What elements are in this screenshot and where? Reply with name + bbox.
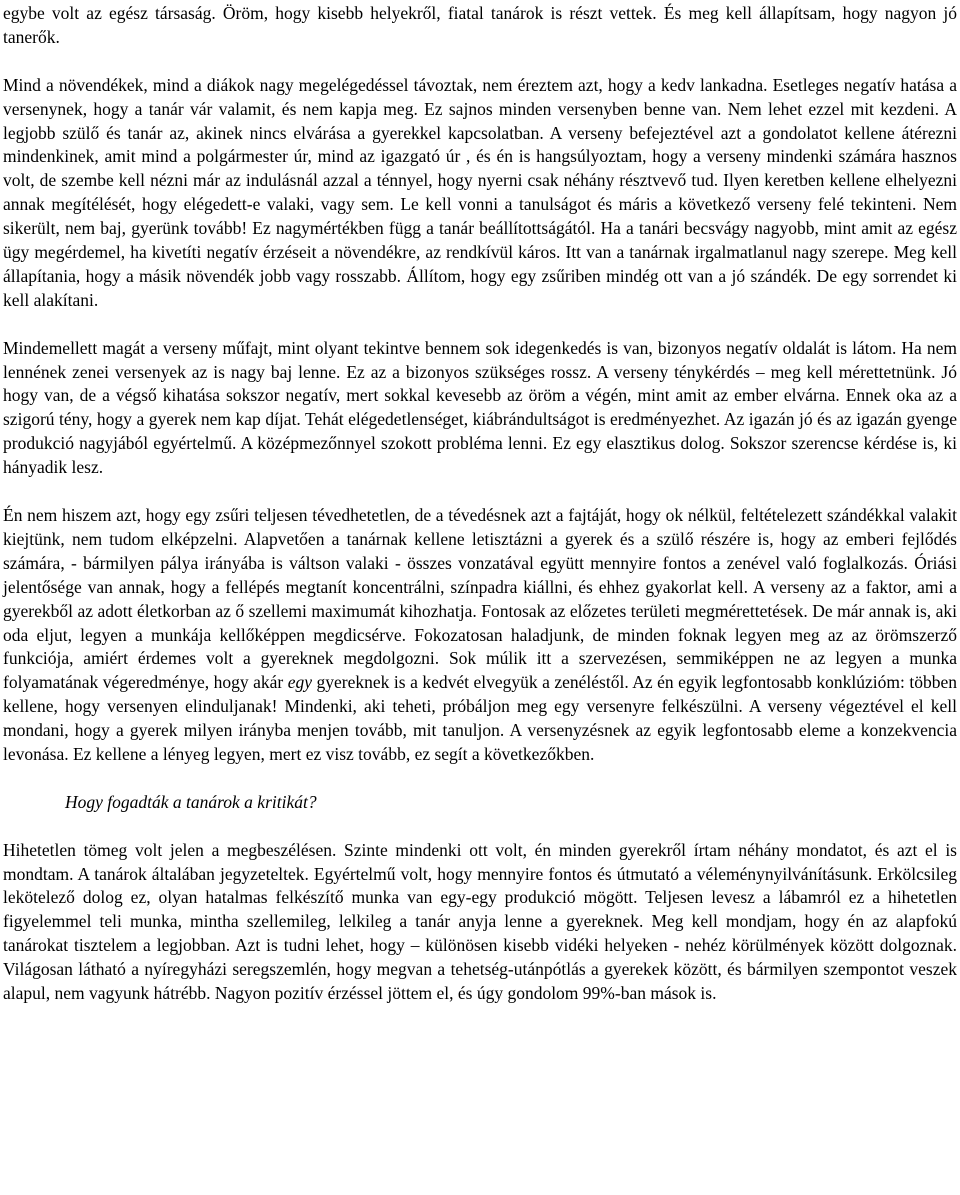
paragraph-teachers-reception: Hihetetlen tömeg volt jelen a megbeszélésen. Szinte mindenki ott volt, én minden gyerekről írtam néhány mondatot, és azt el is mondtam. A tanárok általában jegyzeteltek. Egyértelmű volt, hogy mennyire fontos és útmutató a véleménynyilvánításunk. Erkölcsileg lekötelező dolog ez, olyan hatalmas felkészítő munka van egy-egy produkció mögött. Teljesen levesz a lábamról ez a hihetetlen figyelemmel teli munka, mintha szellemileg, lelkileg a tanár anyja lenne a gyereknek. Meg kell mondjam, hogy én az alapfokú tanárokat tisztelem a legjobban. Azt is tudni lehet, hogy – különösen kisebb vidéki helyeken - nehéz körülmények között dolgoznak. Világosan látható a nyíregyházi seregszemlén, hogy megvan a tehetség-utánpótlás a gyerekek között, és bármilyen szempontot veszek alapul, nem vagyunk hátrébb. Nagyon pozitív érzéssel jöttem el, és úgy gondolom 99%-ban mások is. — [3, 839, 957, 1004]
paragraph-jury-emphasis: egy — [287, 672, 313, 693]
paragraph-jury — [3, 504, 957, 767]
paragraph-jury-part1: Én nem hiszem azt, hogy egy zsűri teljesen tévedhetetlen, de a tévedésnek azt a fajtáját, hogy ok nélkül, feltételezett szándékkal valakit kiejtünk, nem tudom elképzelni. Alapvetően a tanárnak kellene letisztázni a gyerek és a szülő részére is, hogy az emberi fejlődés számára, - bármilyen pálya irányába is váltson valaki - összes vonzatával együtt mennyire fontos a zenével való foglalkozás. Óriási jelentősége van annak, hogy a fellépés megtanít koncentrálni, színpadra kiállni, és ehhez gyakorlat kell. A verseny az a faktor, ami a gyerekből az adott életkorban az ő szellemi maximumát kihozhatja. Fontosak az előzetes területi megmérettetések. De már annak is, aki oda eljut, legyen a munkája kellőképpen megdicsérve. Fokozatosan haladjunk, de minden foknak legyen meg az az örömszerző funkciója, amiért érdemes volt a gyereknek megdolgozni. Sok múlik itt a szervezésen, semmiképpen ne az legyen a munka folyamatának végeredménye, hogy akár — [3, 504, 957, 693]
paragraph-intro: egybe volt az egész társaság. Öröm, hogy kisebb helyekről, fiatal tanárok is részt vettek. És meg kell állapítsam, hogy nagyon jó tanerők. — [3, 3, 957, 47]
paragraph-students: Mind a növendékek, mind a diákok nagy megelégedéssel távoztak, nem éreztem azt, hogy a kedv lankadna. Esetleges negatív hatása a versenynek, hogy a tanár vár valamit, és nem kapja meg. Ez sajnos minden versenyben benne van. Nem lehet ezzel mit kezdeni. A legjobb szülő és tanár az, akinek nincs elvárása a gyerekkel kapcsolatban. A verseny befejeztével azt a gondolatot kellene átérezni mindenkinek, amit mind a polgármester úr, mind az igazgató úr , és én is hangsúlyoztam, hogy a verseny mindenki számára hasznos volt, de szembe kell nézni már az indulásnál azzal a ténnyel, hogy nyerni csak néhány résztvevő tud. Ilyen keretben kellene elhelyezni annak megítélését, hogy elégedett-e valaki, vagy sem. Le kell vonni a tanulságot és máris a következő verseny felé tekinteni. Nem sikerült, nem baj, gyerünk tovább! Ez nagymértékben függ a tanár beállítottságától. Ha a tanári becsvágy nagyobb, mint amit az egész ügy megérdemel, ha kivetíti negatív érzéseit a növendékre, az rendkívül káros. Itt van a tanárnak irgalmatlanul nagy szerepe. Meg kell állapítania, hogy a másik növendék jobb vagy rosszabb. Állítom, hogy egy zsűriben mindég ott van a jó szándék. De egy sorrendet ki kell alakítani. — [3, 74, 957, 310]
paragraph-competition-genre: Mindemellett magát a verseny műfajt, mint olyant tekintve bennem sok idegenkedés is van, bizonyos negatív oldalát is látom. Ha nem lennének zenei versenyek az is nagy baj lenne. Ez az a bizonyos szükséges rossz. A verseny ténykérdés – meg kell mérettetnünk. Jó hogy van, de a végső kihatása sokszor negatív, mert sokkal kevesebb az öröm a végén, mint amit az ember elvárna. Ennek oka az a szigorú tény, hogy a gyerek nem kap díjat. Tehát elégedetlenséget, kiábrándultságot is eredményezhet. Az igazán jó és az igazán gyenge produkció nagyjából egyértelmű. A középmezőnnyel szokott probléma lenni. Ez egy elasztikus dolog. Sokszor szerencse kérdése is, ki hányadik lesz. — [3, 337, 957, 478]
paragraph-jury-part2: gyereknek is a kedvét elvegyük a zenéléstől. Az én egyik legfontosabb konklúzióm: többen kellene, hogy versenyen elinduljanak! Mindenki, aki teheti, próbáljon meg egy versenyre felkészülni. A verseny végeztével el kell mondani, hogy a gyerek milyen irányba menjen tovább, mit tanuljon. A versenyzésnek az egyik legfontosabb eleme a konzekvencia levonása. Ez kellene a lényeg legyen, mert ez visz tovább, ez segít a következőkben. — [3, 672, 957, 765]
section-heading: Hogy fogadták a tanárok a kritikát? — [65, 791, 317, 812]
